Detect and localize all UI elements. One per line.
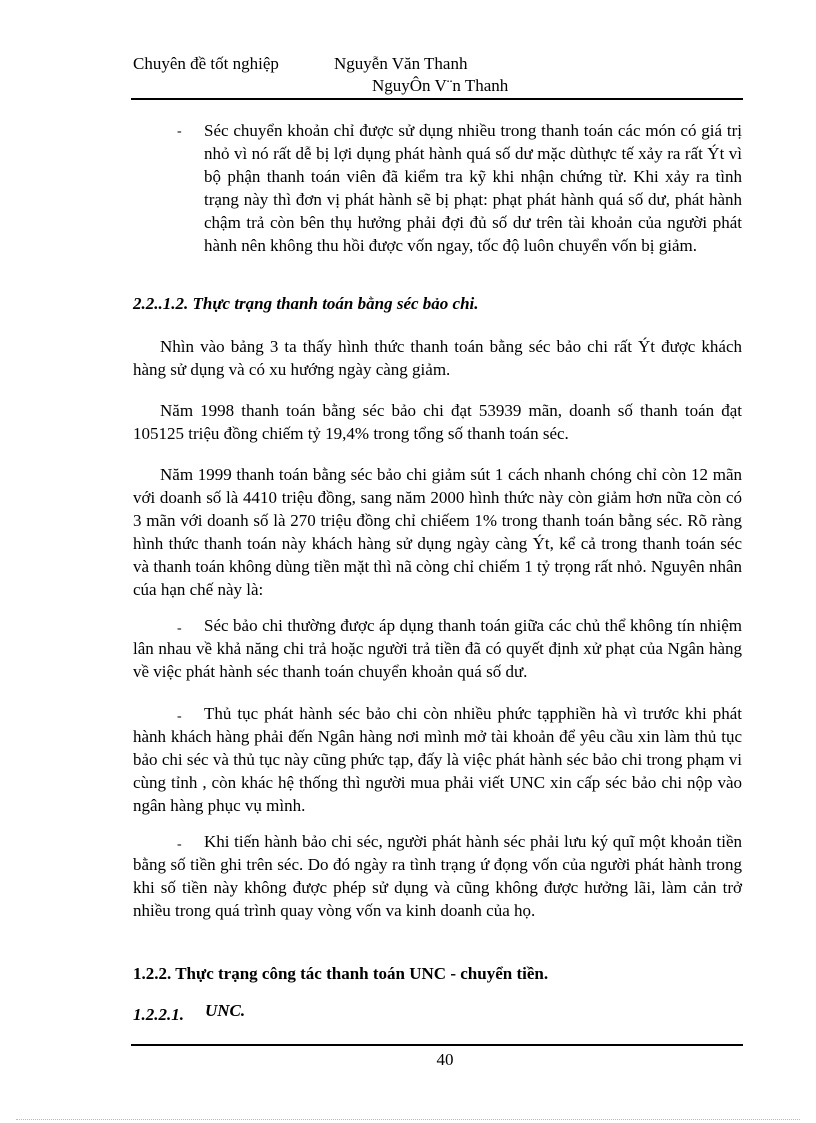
section-heading: 2.2..1.2. Thực trạng thanh toán bằng séc bảo chi. <box>133 294 479 313</box>
section-heading: 1.2.2. Thực trạng công tác thanh toán UNC - chuyển tiền. <box>133 964 549 983</box>
bullet-paragraph: Séc bảo chi thường được áp dụng thanh toán giữa các chủ thể không tín nhiệm lân nhau về khả năng chi trả hoặc người trả tiền đã có quyết định xử phạt của Ngân hàng về việc phát hành séc thanh toán chuyển khoản quá số dư. <box>133 616 742 681</box>
body-paragraph: Năm 1998 thanh toán bằng séc bảo chi đạt 53939 mãn, doanh số thanh toán đạt 105125 triệu đồng chiếm tỷ 19,4% trong tổng số thanh toán séc. <box>133 401 742 443</box>
header-rule <box>131 98 743 100</box>
bullet-dash: - <box>177 124 182 139</box>
header-left: Chuyên đề tốt nghiệp <box>133 54 279 73</box>
subsection-number: 1.2.2.1. <box>133 1005 184 1024</box>
bullet-paragraph: Séc chuyển khoản chỉ được sử dụng nhiều trong thanh toán các món có giá trị nhỏ vì nó rất dễ bị lợi dụng phát hành quá số dư mặc dùthực tế xảy ra rất Ýt vì bộ phận thanh toán viên đã kiểm tra kỹ khi nhận chứng từ. Khi xảy ra tình trạng này thì đơn vị phát hành sẽ bị phạt: phạt phát hành quá số dư, phát hành chậm trả còn bên thụ hưởng phải đợi đủ số dư trên tài khoản của người phát hành nên không thu hồi được vốn ngay, tốc độ luôn chuyển vốn bị giảm. <box>204 121 742 255</box>
bullet-dash: - <box>177 837 182 852</box>
page-number: 40 <box>436 1050 454 1069</box>
bullet-paragraph: Khi tiến hành bảo chi séc, người phát hành séc phải lưu ký quĩ một khoản tiền bằng số tiền ghi trên séc. Do đó ngày ra tình trạng ứ đọng vốn của người phát hành trong khi số tiền này không được phép sử dụng và cũng không được hưởng lãi, làm cản trở nhiều trong quá trình quay vòng vốn va kinh doanh của họ. <box>133 832 742 920</box>
bullet-paragraph: Thủ tục phát hành séc bảo chi còn nhiều phức tạpphiền hà vì trước khi phát hành khách hàng phải đến Ngân hàng nơi mình mở tài khoản để yêu cầu xin làm thủ tục bảo chi séc và thủ tục này cũng phức tạp, đấy là việc phát hành séc bảo chi trong phạm vi cùng tỉnh , còn khác hệ thống thì người mua phải viết UNC xin cấp séc bảo chi nộp vào ngân hàng phục vụ mình. <box>133 704 742 815</box>
bullet-dash: - <box>177 709 182 724</box>
body-paragraph: Năm 1999 thanh toán bằng séc bảo chi giảm sút 1 cách nhanh chóng chỉ còn 12 mãn với doanh số là 4410 triệu đồng, sang năm 2000 hình thức này còn giảm hơn nữa còn có 3 mãn với doanh số là 270 triệu đồng chỉ chiếem 1% trong thanh toán bằng séc. Rõ ràng hình thức thanh toán này khách hàng sử dụng ngày càng Ýt, kể cả trong thanh toán séc và thanh toán không dùng tiền mặt thì nã còng chỉ chiếm 1 tỷ trọng rất nhỏ. Nguyên nhân cúa hạn chế này là: <box>133 465 742 599</box>
header-author: Nguyễn Văn Thanh <box>334 54 468 73</box>
body-paragraph: Nhìn vào bảng 3 ta thấy hình thức thanh toán bằng séc bảo chi rất Ýt được khách hàng sử dụng và có xu hướng ngày càng giảm. <box>133 337 742 379</box>
bullet-dash: - <box>177 621 182 636</box>
page-edge-dotted <box>16 1119 800 1120</box>
subsection-title: UNC. <box>205 1001 246 1020</box>
footer-rule <box>131 1044 743 1046</box>
header-author-garbled: NguyÔn V¨n Thanh <box>372 76 509 95</box>
